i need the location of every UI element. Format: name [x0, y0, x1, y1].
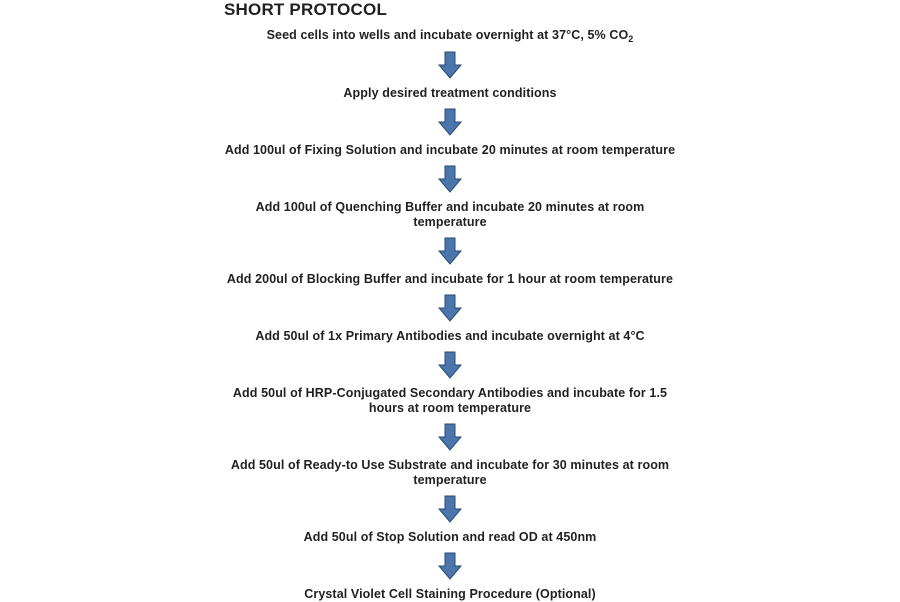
protocol-step-label [255, 329, 644, 344]
step-text-subscript: 2 [628, 34, 634, 44]
down-arrow-icon [435, 350, 465, 380]
protocol-step-label [215, 458, 685, 488]
down-arrow-icon [435, 293, 465, 323]
step-text-main: Add 200ul of Blocking Buffer and incubate for 1 hour at room temperature [226, 272, 674, 286]
protocol-step-label [304, 530, 597, 545]
protocol-step-stop-solution [0, 530, 900, 545]
step-text-main: Add 50ul of 1x Primary Antibodies and incubate overnight at 4°C [255, 329, 645, 343]
arrow-connector [0, 422, 900, 452]
arrow-connector [0, 164, 900, 194]
page-title: SHORT PROTOCOL [224, 0, 388, 19]
protocol-step-crystal-violet [0, 587, 900, 602]
arrow-connector [0, 107, 900, 137]
arrow-connector [0, 293, 900, 323]
protocol-step-label [250, 200, 650, 230]
down-arrow-icon [435, 50, 465, 80]
step-text-main: Seed cells into wells and incubate overnight at 37°C, 5% CO [266, 28, 629, 42]
step-text-main: Crystal Violet Cell Staining Procedure (Optional) [304, 587, 596, 601]
protocol-step-substrate [0, 458, 900, 488]
down-arrow-icon [435, 494, 465, 524]
step-text-main: Add 50ul of Stop Solution and read OD at 450nm [303, 530, 597, 544]
arrow-connector [0, 551, 900, 581]
down-arrow-icon [435, 551, 465, 581]
protocol-step-secondary-antibodies [0, 386, 900, 416]
step-text-main: Add 50ul of HRP-Conjugated Secondary Antibodies and incubate for 1.5 hours at room temperature [232, 386, 668, 415]
down-arrow-icon [435, 164, 465, 194]
protocol-step-fixing-solution [0, 143, 900, 158]
arrow-connector [0, 50, 900, 80]
down-arrow-icon [435, 107, 465, 137]
protocol-step-label [343, 86, 556, 101]
protocol-step-label [225, 143, 675, 158]
step-text-main: Apply desired treatment conditions [343, 86, 557, 100]
arrow-connector [0, 494, 900, 524]
protocol-step-label [227, 272, 673, 287]
protocol-flow [0, 28, 900, 602]
arrow-connector [0, 350, 900, 380]
step-text-main: Add 100ul of Quenching Buffer and incubate 20 minutes at room temperature [255, 200, 645, 229]
protocol-step-apply-treatment [0, 86, 900, 101]
step-text-main: Add 50ul of Ready-to Use Substrate and incubate for 30 minutes at room temperature [230, 458, 670, 487]
protocol-step-primary-antibodies [0, 329, 900, 344]
protocol-step-seed-cells [0, 28, 900, 44]
protocol-step-label [215, 386, 685, 416]
down-arrow-icon [435, 422, 465, 452]
arrow-connector [0, 236, 900, 266]
protocol-step-quenching-buffer [0, 200, 900, 230]
step-text-main: Add 100ul of Fixing Solution and incubate 20 minutes at room temperature [224, 143, 676, 157]
protocol-step-label [304, 587, 596, 602]
protocol-step-label [267, 28, 634, 44]
down-arrow-icon [435, 236, 465, 266]
protocol-step-blocking-buffer [0, 272, 900, 287]
